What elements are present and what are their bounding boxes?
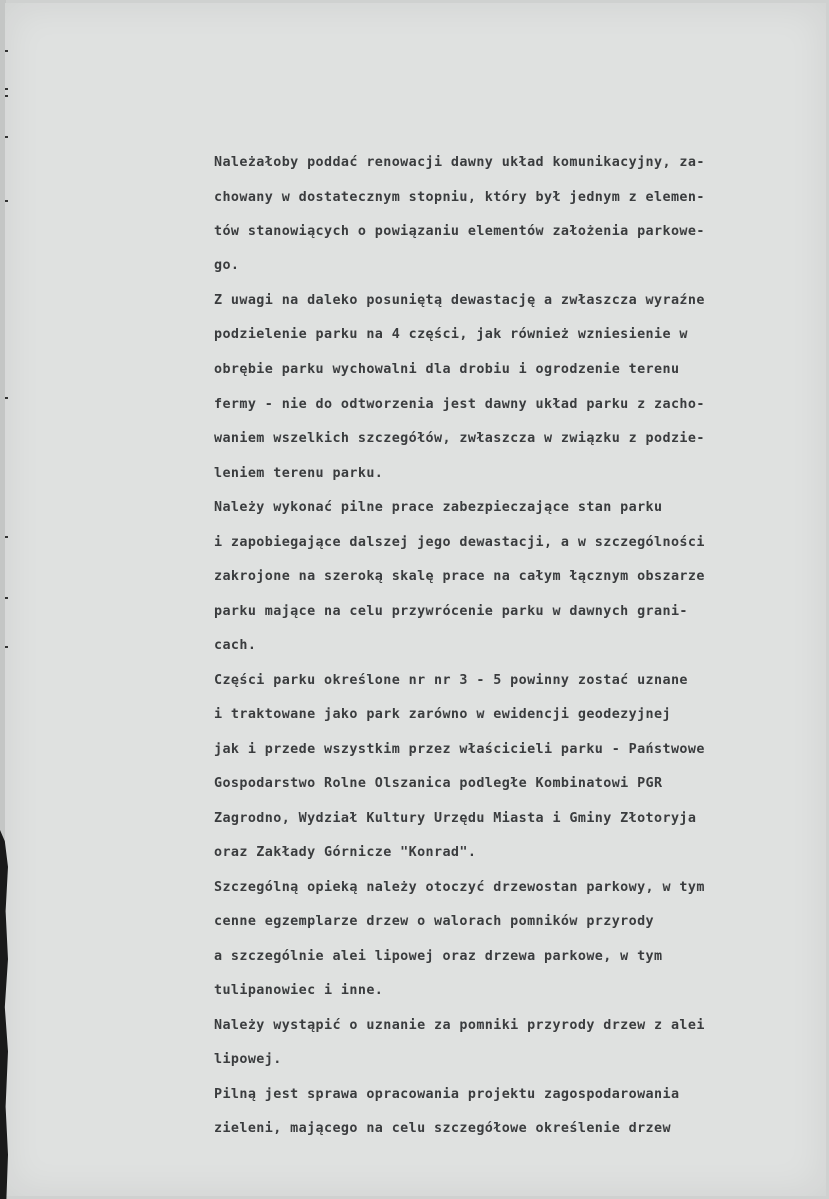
binding-hole-mark xyxy=(5,646,8,648)
text-line: Należy wystąpić o uznanie za pomniki przyrody drzew z alei xyxy=(214,1018,705,1033)
text-line: zieleni, mającego na celu szczegółowe określenie drzew xyxy=(214,1121,671,1136)
text-line: Pilną jest sprawa opracowania projektu zagospodarowania xyxy=(214,1087,680,1102)
text-line: waniem wszelkich szczegółów, zwłaszcza w związku z podzie- xyxy=(214,431,705,446)
text-line: Zagrodno, Wydział Kultury Urzędu Miasta i Gminy Złotoryja xyxy=(214,811,697,826)
text-line: cenne egzemplarze drzew o walorach pomników przyrody xyxy=(214,914,655,929)
text-line: go. xyxy=(214,258,240,273)
text-line: jak i przede wszystkim przez właścicieli parku - Państwowe xyxy=(214,742,705,757)
text-line: Szczególną opieką należy otoczyć drzewostan parkowy, w tym xyxy=(214,880,705,895)
text-line: lipowej. xyxy=(214,1052,282,1067)
binding-hole-mark xyxy=(5,136,8,138)
text-line: podzielenie parku na 4 części, jak również wzniesienie w xyxy=(214,327,688,342)
text-line: leniem terenu parku. xyxy=(214,466,384,481)
binding-hole-mark xyxy=(5,50,8,52)
text-line: Należy wykonać pilne prace zabezpieczające stan parku xyxy=(214,500,663,515)
binding-hole-mark xyxy=(5,95,8,97)
binding-hole-mark xyxy=(5,536,8,538)
text-line: a szczególnie alei lipowej oraz drzewa parkowe, w tym xyxy=(214,949,663,964)
binding-hole-mark xyxy=(5,200,8,202)
text-line: Części parku określone nr nr 3 - 5 powinny zostać uznane xyxy=(214,673,688,688)
binding-hole-mark xyxy=(5,597,8,599)
text-line: parku mające na celu przywrócenie parku w dawnych grani- xyxy=(214,604,688,619)
text-line: obrębie parku wychowalni dla drobiu i ogrodzenie terenu xyxy=(214,362,680,377)
text-line: cach. xyxy=(214,638,257,653)
binding-hole-mark xyxy=(5,88,8,90)
text-line: oraz Zakłady Górnicze "Konrad". xyxy=(214,845,477,860)
binding-hole-mark xyxy=(5,397,8,399)
text-line: Gospodarstwo Rolne Olszanica podległe Kombinatowi PGR xyxy=(214,776,663,791)
typewritten-text xyxy=(214,0,705,1136)
text-line: Należałoby poddać renowacji dawny układ komunikacyjny, za- xyxy=(214,155,705,170)
text-line: Z uwagi na daleko posuniętą dewastację a zwłaszcza wyraźne xyxy=(214,293,705,308)
text-line: zakrojone na szeroką skalę prace na całym łącznym obszarze xyxy=(214,569,705,584)
text-line: i zapobiegające dalszej jego dewastacji, a w szczególności xyxy=(214,535,705,550)
text-line: chowany w dostatecznym stopniu, który był jednym z elemen- xyxy=(214,190,705,205)
text-line: i traktowane jako park zarówno w ewidencji geodezyjnej xyxy=(214,707,671,722)
text-line: tów stanowiących o powiązaniu elementów założenia parkowe- xyxy=(214,224,705,239)
text-line: fermy - nie do odtworzenia jest dawny układ parku z zacho- xyxy=(214,397,705,412)
text-line: tulipanowiec i inne. xyxy=(214,983,384,998)
